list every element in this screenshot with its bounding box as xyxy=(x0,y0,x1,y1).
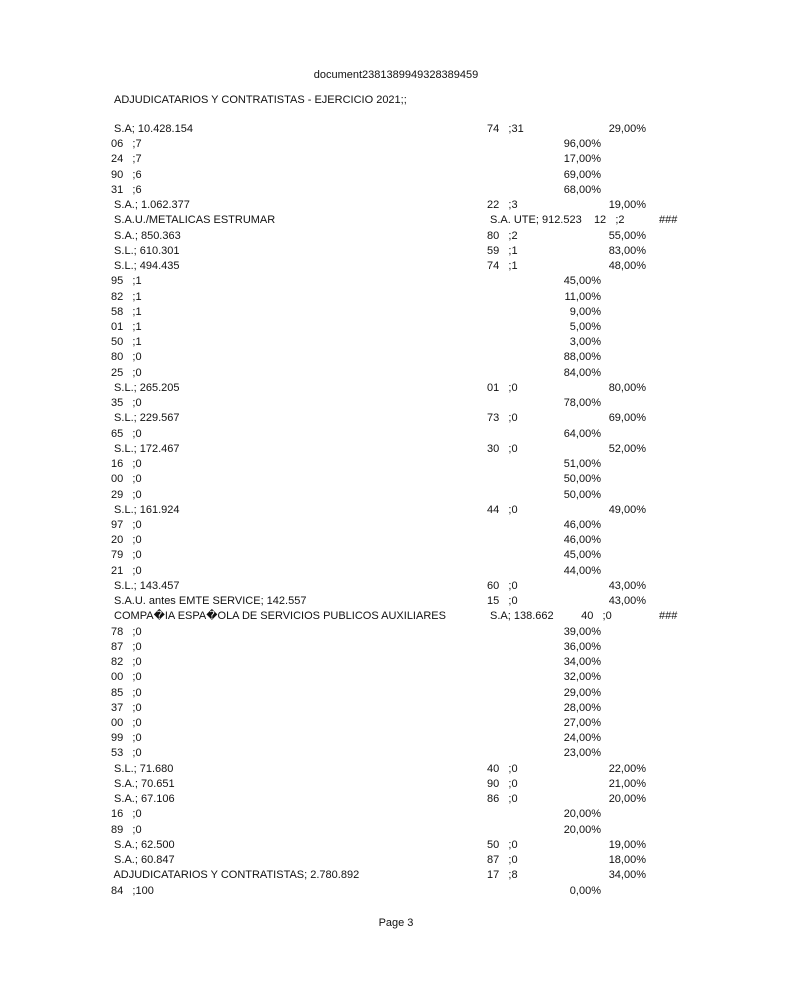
row-percentage: 45,00% xyxy=(563,549,601,561)
row-percentage: 44,00% xyxy=(563,565,601,577)
row-percentage: 9,00% xyxy=(569,306,601,318)
row-percentage: 88,00% xyxy=(563,351,601,363)
row-overflow-marker: ### xyxy=(659,610,678,622)
row-percentage: 19,00% xyxy=(608,199,646,211)
row-count: 60 ;0 xyxy=(487,580,518,592)
row-percentage: 49,00% xyxy=(608,504,646,516)
row-label: 95 ;1 xyxy=(111,275,142,287)
row-percentage: 20,00% xyxy=(563,824,601,836)
row-percentage: 24,00% xyxy=(563,732,601,744)
row-label: 65 ;0 xyxy=(111,428,142,440)
row-percentage: 36,00% xyxy=(563,641,601,653)
row-percentage: 80,00% xyxy=(608,382,646,394)
row-percentage: 18,00% xyxy=(608,854,646,866)
row-label: 20 ;0 xyxy=(111,534,142,546)
row-percentage: 19,00% xyxy=(608,839,646,851)
row-count: 15 ;0 xyxy=(487,595,518,607)
row-percentage: 21,00% xyxy=(608,778,646,790)
row-label: 99 ;0 xyxy=(111,732,142,744)
row-count: 44 ;0 xyxy=(487,504,518,516)
row-label: 79 ;0 xyxy=(111,549,142,561)
row-percentage: 46,00% xyxy=(563,519,601,531)
row-label: 25 ;0 xyxy=(111,367,142,379)
row-count: 86 ;0 xyxy=(487,793,518,805)
row-label: 37 ;0 xyxy=(111,702,142,714)
row-label: 84 ;100 xyxy=(111,885,154,897)
row-count: 40 ;0 xyxy=(487,763,518,775)
row-label: 16 ;0 xyxy=(111,808,142,820)
row-count: 01 ;0 xyxy=(487,382,518,394)
row-percentage: 64,00% xyxy=(563,428,601,440)
row-label: S.L.; 161.924 xyxy=(111,504,180,516)
row-percentage: 32,00% xyxy=(563,671,601,683)
row-percentage: 23,00% xyxy=(563,747,601,759)
row-percentage: 84,00% xyxy=(563,367,601,379)
row-label: 58 ;1 xyxy=(111,306,142,318)
row-percentage: 20,00% xyxy=(563,808,601,820)
row-label: 21 ;0 xyxy=(111,565,142,577)
row-percentage: 46,00% xyxy=(563,534,601,546)
row-label: 82 ;0 xyxy=(111,656,142,668)
row-percentage: 43,00% xyxy=(608,580,646,592)
row-percentage: 43,00% xyxy=(608,595,646,607)
row-label: 16 ;0 xyxy=(111,458,142,470)
row-percentage: 83,00% xyxy=(608,245,646,257)
row-label: 24 ;7 xyxy=(111,153,142,165)
row-label: 35 ;0 xyxy=(111,397,142,409)
row-percentage: 51,00% xyxy=(563,458,601,470)
row-count: 74 ;1 xyxy=(487,260,518,272)
row-percentage: 20,00% xyxy=(608,793,646,805)
row-label: 89 ;0 xyxy=(111,824,142,836)
row-label: S.A.U. antes EMTE SERVICE; 142.557 xyxy=(111,595,307,607)
row-label: 82 ;1 xyxy=(111,291,142,303)
row-extra: S.A; 138.662 40 ;0 xyxy=(490,610,612,622)
row-count: 90 ;0 xyxy=(487,778,518,790)
row-count: 59 ;1 xyxy=(487,245,518,257)
row-percentage: 17,00% xyxy=(563,153,601,165)
row-count: 87 ;0 xyxy=(487,854,518,866)
row-percentage: 3,00% xyxy=(569,336,601,348)
row-count: 74 ;31 xyxy=(487,123,524,135)
row-label: 00 ;0 xyxy=(111,717,142,729)
row-label: S.A; 10.428.154 xyxy=(111,123,193,135)
row-count: 30 ;0 xyxy=(487,443,518,455)
row-label: ADJUDICATARIOS Y CONTRATISTAS; 2.780.892 xyxy=(111,869,360,881)
row-percentage: 29,00% xyxy=(563,687,601,699)
row-label: S.L.; 610.301 xyxy=(111,245,180,257)
row-extra: S.A. UTE; 912.523 12 ;2 xyxy=(490,214,625,226)
row-percentage: 78,00% xyxy=(563,397,601,409)
row-percentage: 5,00% xyxy=(569,321,601,333)
row-overflow-marker: ### xyxy=(659,214,678,226)
row-label: S.A.; 67.106 xyxy=(111,793,175,805)
row-label: COMPA�IA ESPA�OLA DE SERVICIOS PUBLICOS AUXILIARES xyxy=(111,610,446,622)
document-title: document2381389949328389459 xyxy=(313,69,479,81)
row-percentage: 52,00% xyxy=(608,443,646,455)
row-label: 80 ;0 xyxy=(111,351,142,363)
row-label: 06 ;7 xyxy=(111,138,142,150)
row-label: S.A.U./METALICAS ESTRUMAR xyxy=(111,214,276,226)
row-count: 17 ;8 xyxy=(487,869,518,881)
row-count: 80 ;2 xyxy=(487,230,518,242)
row-label: S.L.; 143.457 xyxy=(111,580,180,592)
row-percentage: 0,00% xyxy=(569,885,601,897)
row-label: 87 ;0 xyxy=(111,641,142,653)
row-label: 00 ;0 xyxy=(111,671,142,683)
row-count: 73 ;0 xyxy=(487,412,518,424)
row-percentage: 45,00% xyxy=(563,275,601,287)
row-percentage: 69,00% xyxy=(563,169,601,181)
row-percentage: 22,00% xyxy=(608,763,646,775)
row-percentage: 29,00% xyxy=(608,123,646,135)
row-percentage: 11,00% xyxy=(564,291,601,303)
row-label: 90 ;6 xyxy=(111,169,142,181)
row-percentage: 28,00% xyxy=(563,702,601,714)
row-label: S.L.; 229.567 xyxy=(111,412,180,424)
row-percentage: 27,00% xyxy=(563,717,601,729)
row-percentage: 48,00% xyxy=(608,260,646,272)
row-label: 97 ;0 xyxy=(111,519,142,531)
row-count: 50 ;0 xyxy=(487,839,518,851)
row-label: 00 ;0 xyxy=(111,473,142,485)
row-label: 29 ;0 xyxy=(111,489,142,501)
row-label: 53 ;0 xyxy=(111,747,142,759)
row-percentage: 34,00% xyxy=(563,656,601,668)
row-label: S.L.; 71.680 xyxy=(111,763,174,775)
row-percentage: 96,00% xyxy=(563,138,601,150)
row-percentage: 34,00% xyxy=(608,869,646,881)
row-percentage: 50,00% xyxy=(563,489,601,501)
row-percentage: 55,00% xyxy=(608,230,646,242)
row-percentage: 39,00% xyxy=(563,626,601,638)
row-label: 50 ;1 xyxy=(111,336,142,348)
row-label: 78 ;0 xyxy=(111,626,142,638)
row-label: S.L.; 494.435 xyxy=(111,260,180,272)
row-count: 22 ;3 xyxy=(487,199,518,211)
row-label: S.L.; 172.467 xyxy=(111,443,180,455)
row-percentage: 68,00% xyxy=(563,184,601,196)
row-label: S.A.; 1.062.377 xyxy=(111,199,190,211)
row-label: S.A.; 850.363 xyxy=(111,230,181,242)
row-label: S.A.; 62.500 xyxy=(111,839,175,851)
report-heading: ADJUDICATARIOS Y CONTRATISTAS - EJERCICIO 2021;; xyxy=(114,94,407,106)
page-footer: Page 3 xyxy=(378,917,414,929)
row-label: S.A.; 60.847 xyxy=(111,854,175,866)
row-label: 85 ;0 xyxy=(111,687,142,699)
row-label: 31 ;6 xyxy=(111,184,142,196)
row-percentage: 69,00% xyxy=(608,412,646,424)
row-label: S.L.; 265.205 xyxy=(111,382,180,394)
row-label: S.A.; 70.651 xyxy=(111,778,175,790)
row-label: 01 ;1 xyxy=(111,321,142,333)
row-percentage: 50,00% xyxy=(563,473,601,485)
